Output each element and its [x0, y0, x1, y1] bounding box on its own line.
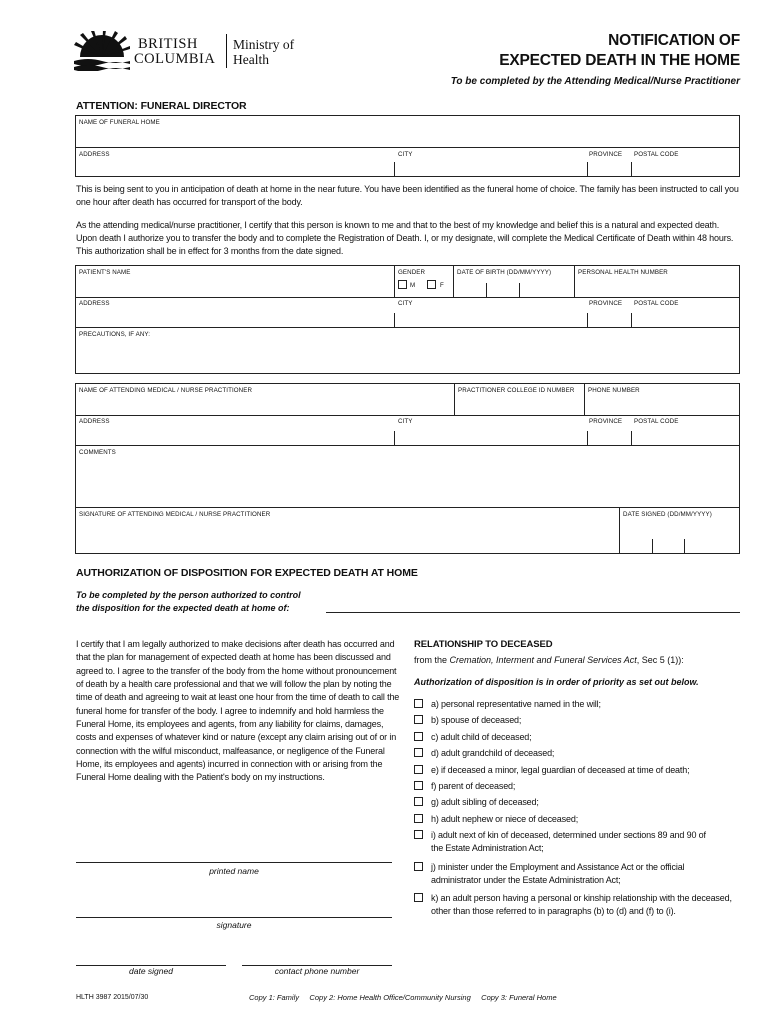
form-number: HLTH 3987 2015/07/30 — [76, 994, 149, 1001]
funeral-director-heading: ATTENTION: FUNERAL DIRECTOR — [76, 100, 247, 112]
divider — [486, 283, 487, 297]
patient-address-label: ADDRESS — [79, 300, 110, 307]
patient-postal-label: POSTAL CODE — [634, 300, 679, 307]
divider — [76, 445, 739, 446]
funeral-province-field[interactable] — [588, 157, 631, 176]
practitioner-name-label: NAME OF ATTENDING MEDICAL / NURSE PRACTITIONER — [79, 387, 253, 394]
authorization-subheading-line2: the disposition for the expected death at home of: — [76, 602, 290, 613]
practitioner-box — [75, 383, 740, 554]
option-i-label: i) adult next of kin of deceased, determined under sections 89 and 90 of the Estate Administration Act; — [431, 830, 706, 853]
comments-field[interactable] — [76, 455, 739, 507]
patient-address-field[interactable] — [76, 306, 394, 327]
priority-note: Authorization of disposition is in order of priority as set out below. — [414, 677, 699, 687]
divider — [76, 297, 739, 298]
authorizer-date-field[interactable] — [76, 951, 226, 965]
notice-paragraph-2: As the attending medical/nurse practitioner, I certify that this person is known to me and that to the best of my knowledge and belief this is a natural and expected death. Upon death I authorize you to transfer the body and to complete the Registration of Death. I, or my designate, will complete the Medical Certificate of Death within 48 hours. This authorization shall be in effect for 3 months from the date signed. — [76, 220, 734, 256]
option-b-label: b) spouse of deceased; — [431, 715, 522, 725]
phn-label: PERSONAL HEALTH NUMBER — [578, 269, 668, 276]
funeral-city-field[interactable] — [395, 157, 587, 176]
divider — [76, 415, 739, 416]
patient-province-field[interactable] — [588, 306, 631, 327]
dob-field[interactable] — [454, 275, 574, 296]
phn-field[interactable] — [575, 275, 739, 296]
practitioner-postal-label: POSTAL CODE — [634, 418, 679, 425]
funeral-postal-label: POSTAL CODE — [634, 151, 679, 158]
option-c-checkbox[interactable] — [414, 732, 423, 741]
authorization-heading: AUTHORIZATION OF DISPOSITION FOR EXPECTED DEATH AT HOME — [76, 567, 418, 579]
divider — [76, 507, 739, 508]
option-g-checkbox[interactable] — [414, 797, 423, 806]
option-h-checkbox[interactable] — [414, 814, 423, 823]
date-signed-label: DATE SIGNED (DD/MM/YYYY) — [623, 511, 712, 518]
option-j-checkbox[interactable] — [414, 862, 423, 871]
practitioner-name-field[interactable] — [76, 393, 454, 414]
province-wordmark-line2: COLUMBIA — [134, 51, 216, 67]
divider — [652, 539, 653, 553]
gender-f-label: F — [440, 282, 444, 289]
option-k-label: k) an adult person having a personal or kinship relationship with the deceased, other than those referred to in paragraphs (b) to (d) and (f) to (i). — [431, 893, 732, 916]
option-j-label: j) minister under the Employment and Assistance Act or the official administrator under the Estate Administration Act; — [431, 862, 685, 885]
form-title-line1: NOTIFICATION OF — [608, 32, 740, 49]
option-c-label: c) adult child of deceased; — [431, 732, 532, 742]
relationship-act-reference — [414, 655, 684, 665]
logo-divider — [226, 34, 227, 68]
contact-phone-caption: contact phone number — [274, 966, 360, 976]
divider — [684, 539, 685, 553]
gender-m-label: M — [410, 282, 416, 289]
notice-paragraph-1: This is being sent to you in anticipation of death at home in the near future. You have been identified as the funeral home of choice. The family has been instructed to call you one hour after death has occurred for transport of the body. — [76, 184, 739, 207]
signature-line — [76, 917, 392, 918]
option-d-label: d) adult grandchild of deceased; — [431, 748, 555, 758]
practitioner-address-label: ADDRESS — [79, 418, 110, 425]
practitioner-province-field[interactable] — [588, 424, 631, 445]
authorizer-signature-field[interactable] — [76, 903, 392, 917]
gender-f-checkbox[interactable] — [427, 280, 436, 289]
option-a-checkbox[interactable] — [414, 699, 423, 708]
form-subtitle: To be completed by the Attending Medical/Nurse Practitioner — [450, 76, 740, 87]
divider — [76, 147, 739, 148]
act-name: Cremation, Interment and Funeral Services Act — [449, 655, 637, 665]
phone-field[interactable] — [585, 393, 739, 414]
divider — [394, 266, 395, 297]
certification-paragraph: I certify that I am legally authorized to make decisions after death has occurred and that the plan for management of expected death at home has been discussed and agreed to. I agree to the transfer of the body from the home without pronouncement of death by a health care professional and that we will follow the plan by noting the time of death and agreeing to wait at least one hour from the time of death to call the funeral home for transfer of the body. I agree to indemnify and hold harmless the Funeral Home, its employees and agents, from any liability for claims, damages, costs and expenses of whatever kind or nature (except any claim arising out of or in connection with the wilful misconduct, malfeasance, or negligence of the Funeral Home, its employees and agents) incurred in connection with or arising from the Funeral Home dealing with the Patient's body on my instructions. — [76, 639, 400, 783]
contact-phone-field[interactable] — [242, 951, 392, 965]
option-g-label: g) adult sibling of deceased; — [431, 797, 539, 807]
phone-label: PHONE NUMBER — [588, 387, 640, 394]
funeral-address-field[interactable] — [76, 157, 394, 176]
practitioner-signature-label: SIGNATURE OF ATTENDING MEDICAL / NURSE PRACTITIONER — [79, 511, 271, 518]
option-d-checkbox[interactable] — [414, 748, 423, 757]
act-suffix: , Sec 5 (1)): — [636, 655, 684, 665]
signature-caption: signature — [216, 920, 252, 930]
patient-name-label: PATIENT'S NAME — [79, 269, 131, 276]
option-e-label: e) if deceased a minor, legal guardian of deceased at time of death; — [431, 765, 690, 775]
date-signed-field[interactable] — [620, 517, 739, 553]
precautions-field[interactable] — [76, 337, 739, 373]
college-id-field[interactable] — [455, 393, 584, 414]
practitioner-city-field[interactable] — [395, 424, 587, 445]
dob-label: DATE OF BIRTH (DD/MM/YYYY) — [457, 269, 552, 276]
gender-label: GENDER — [398, 269, 426, 276]
act-prefix: from the — [414, 655, 450, 665]
option-f-label: f) parent of deceased; — [431, 781, 516, 791]
patient-city-field[interactable] — [395, 306, 587, 327]
funeral-home-name-field[interactable] — [76, 125, 739, 147]
option-h-label: h) adult nephew or niece of deceased; — [431, 814, 579, 824]
practitioner-city-label: CITY — [398, 418, 413, 425]
option-e-checkbox[interactable] — [414, 765, 423, 774]
practitioner-address-field[interactable] — [76, 424, 394, 445]
copy-distribution: Copy 1: Family Copy 2: Home Health Office/Community Nursing Copy 3: Funeral Home — [249, 993, 557, 1002]
funeral-home-name-label: NAME OF FUNERAL HOME — [79, 119, 160, 126]
college-id-label: PRACTITIONER COLLEGE ID NUMBER — [458, 387, 575, 394]
printed-name-caption: printed name — [209, 866, 259, 876]
province-wordmark — [134, 37, 215, 67]
form-title — [499, 31, 740, 71]
funeral-postal-field[interactable] — [632, 157, 739, 176]
option-k-checkbox[interactable] — [414, 893, 423, 902]
option-b-checkbox[interactable] — [414, 715, 423, 724]
bc-sun-logo-icon — [74, 31, 130, 71]
authorization-subheading-line1: To be completed by the person authorized to control — [76, 590, 301, 600]
funeral-city-label: CITY — [398, 151, 413, 158]
option-i-checkbox[interactable] — [414, 830, 423, 839]
ministry-name-line1: Ministry of — [233, 37, 295, 52]
patient-name-field[interactable] — [76, 275, 394, 296]
form-title-line2: EXPECTED DEATH IN THE HOME — [499, 52, 740, 69]
option-a-label: a) personal representative named in the will; — [431, 699, 601, 709]
deceased-name-line — [326, 612, 740, 613]
divider — [76, 327, 739, 328]
option-f-checkbox[interactable] — [414, 781, 423, 790]
precautions-label: PRECAUTIONS, IF ANY: — [79, 331, 151, 338]
practitioner-signature-field[interactable] — [76, 517, 619, 553]
gender-m-checkbox[interactable] — [398, 280, 407, 289]
comments-label: COMMENTS — [79, 449, 116, 456]
province-wordmark-line1: BRITISH — [138, 36, 198, 52]
funeral-province-label: PROVINCE — [589, 151, 623, 158]
patient-box — [75, 265, 740, 374]
ministry-name — [233, 37, 294, 67]
date-signed-caption: date signed — [129, 966, 173, 976]
printed-name-field[interactable] — [76, 848, 392, 862]
deceased-name-field[interactable] — [326, 596, 740, 612]
patient-city-label: CITY — [398, 300, 413, 307]
patient-postal-field[interactable] — [632, 306, 739, 327]
funeral-home-box — [75, 115, 740, 177]
funeral-address-label: ADDRESS — [79, 151, 110, 158]
relationship-heading: RELATIONSHIP TO DECEASED — [414, 639, 553, 650]
practitioner-postal-field[interactable] — [632, 424, 739, 445]
ministry-name-line2: Health — [233, 52, 269, 67]
printed-name-line — [76, 862, 392, 863]
authorization-subheading — [76, 589, 301, 614]
patient-province-label: PROVINCE — [589, 300, 623, 307]
divider — [519, 283, 520, 297]
practitioner-province-label: PROVINCE — [589, 418, 623, 425]
